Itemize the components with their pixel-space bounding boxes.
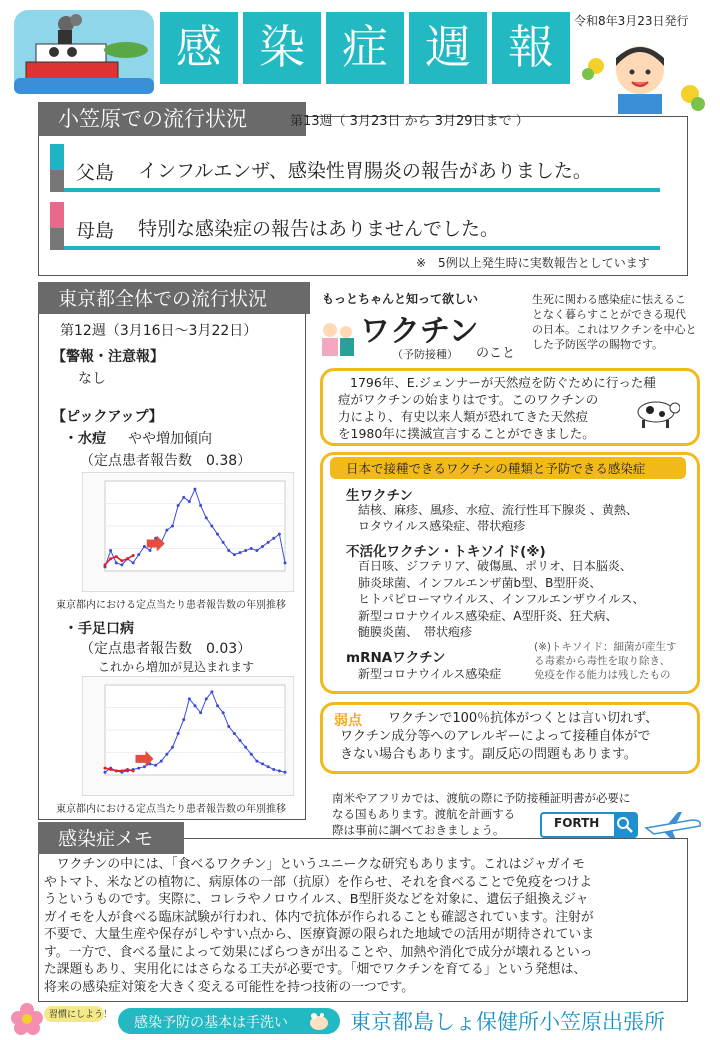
data-point	[239, 551, 242, 554]
hahajima-label: 母島	[76, 220, 115, 242]
data-point	[188, 500, 191, 503]
data-point	[188, 697, 191, 700]
chichijima-text: インフルエンザ、感染性胃腸炎の報告がありました。	[138, 160, 592, 182]
history-line: 1796年、E.ジェンナーが天然痘を防ぐために行った種	[350, 375, 656, 390]
data-point	[216, 704, 219, 707]
memo-line: やトマト、米などの植物に、病原体の一部（抗原）を作らせ、それを食べることで免疫をつけよ	[44, 874, 593, 890]
mrna-list: 新型コロナウイルス感染症	[358, 667, 502, 681]
data-point	[132, 561, 135, 564]
memo-line: 将来の感染症対策を大きく変える可能性を持つ技術の一つです。	[44, 979, 415, 995]
weakness-label: 弱点	[334, 713, 362, 729]
weakness-line: ワクチン成分等へのアレルギーによって接種自体がで	[340, 729, 651, 744]
item2-trend: これから増加が見込まれます	[98, 660, 255, 674]
ogasawara-frame	[38, 116, 688, 276]
alert-heading: 【警報・注意報】	[52, 349, 164, 365]
issue-date: 令和8年3月23日発行	[574, 14, 689, 28]
injection-icon	[318, 318, 358, 358]
data-point	[278, 533, 281, 536]
inactivated-list-line: 新型コロナウイルス感染症、A型肝炎、狂犬病、	[358, 608, 618, 623]
live-list-line: ロタウイルス感染症、帯状疱疹	[358, 519, 526, 533]
data-point	[233, 553, 236, 556]
toxoid-note-line: る毒素から毒性を取り除き、	[534, 655, 671, 667]
slogan-pill	[118, 1008, 340, 1034]
data-point	[171, 746, 174, 749]
data-point	[120, 559, 123, 562]
data-point	[165, 753, 168, 756]
memo-line: す。一方で、食べる量によって効果にばらつきが出ることや、加熱や消化で成分が壊れるといっ	[44, 944, 593, 960]
side-note-line: の日本。これはワクチンを中心と	[532, 323, 697, 336]
data-point	[284, 561, 287, 564]
item2-value: （定点患者報告数 0.03）	[80, 641, 252, 657]
inactivated-list-line: 髄膜炎菌、 帯状疱疹	[358, 625, 473, 639]
forth-search-label: FORTH	[554, 816, 600, 830]
data-point	[120, 769, 123, 772]
data-point	[278, 769, 281, 772]
ogasawara-heading: 小笠原での流行状況	[38, 102, 306, 136]
data-point	[104, 563, 107, 566]
live-heading: 生ワクチン	[346, 488, 413, 504]
data-point	[255, 549, 258, 552]
data-point	[261, 545, 264, 548]
chichijima-underline	[64, 188, 660, 192]
item1-trend: やや増加傾向	[128, 431, 212, 447]
data-point	[182, 718, 185, 721]
data-point	[227, 549, 230, 552]
ogasawara-week: 第13週（ 3月23日 から 3月29日まで ）	[290, 114, 529, 129]
memo-line: た課題もあり、実用化にはさらなる工夫が必要です。「畑でワクチンを育てる」という発想は、	[44, 962, 587, 977]
item1-caption: 東京都内における定点当たり患者報告数の年別推移	[56, 600, 286, 611]
weakness-line: きない場合もあります。副反応の問題もあります。	[340, 747, 637, 762]
data-point	[267, 541, 270, 544]
tokyo-week: 第12週（3月16日～3月22日）	[60, 323, 258, 339]
data-point	[115, 555, 118, 558]
data-point	[115, 769, 118, 772]
data-point	[160, 760, 163, 763]
data-point	[272, 768, 275, 771]
toxoid-note	[534, 640, 676, 682]
habit-badge	[44, 1006, 113, 1022]
inactivated-heading: 不活化ワクチン・トキソイド(※)	[346, 544, 546, 560]
live-list-line: 結核、麻疹、風疹、水痘、流行性耳下腺炎 、黄熱、	[358, 503, 638, 517]
data-point	[109, 768, 112, 771]
item1-name: ・水痘	[64, 431, 106, 447]
alert-value: なし	[78, 371, 106, 387]
data-point	[109, 549, 112, 552]
inactivated-list-line: 肺炎球菌、インフルエンザ菌b型、B型肝炎、	[358, 575, 602, 590]
side-note-line: となく暮らすことができる現代	[532, 308, 686, 321]
data-point	[132, 554, 135, 557]
vaccine-title: ワクチン	[360, 314, 479, 349]
history-line: を1980年に撲滅宣言することができました。	[338, 426, 595, 441]
chichijima-marker	[50, 144, 64, 170]
toxoid-note-line: 免疫を作る能力は残したもの	[534, 669, 671, 681]
memo-heading: 感染症メモ	[38, 822, 184, 854]
data-point	[205, 516, 208, 519]
side-note-line: 生死に関わる感染症に怯えるこ	[532, 293, 686, 306]
data-point	[194, 488, 197, 491]
data-point	[126, 768, 129, 771]
data-point	[120, 563, 123, 566]
data-point	[267, 765, 270, 768]
memo-line: うというものです。実際に、コレラやノロウイルス、B型肝炎などを対象に、遺伝子組換えジャ	[44, 892, 589, 907]
memo-text	[44, 856, 594, 996]
data-point	[210, 690, 213, 693]
hahajima-marker	[50, 202, 64, 228]
memo-line: ワクチンの中には、「食べるワクチン」というユニークな研究もあります。これはジャガイモ	[44, 857, 585, 872]
data-point	[177, 732, 180, 735]
travel-note-line: 際は事前に調べておきましょう。	[332, 823, 505, 837]
hand-wash-icon	[308, 1011, 330, 1031]
data-point	[250, 753, 253, 756]
vaccine-lead: もっとちゃんと知って欲しい	[322, 292, 479, 306]
forth-search-box[interactable]	[540, 812, 638, 838]
data-point	[250, 547, 253, 550]
data-point	[109, 557, 112, 560]
data-point	[137, 767, 140, 770]
side-note-line: した予防医学の賜物です。	[532, 338, 664, 351]
data-point	[255, 760, 258, 763]
title-char-4: 週	[409, 12, 487, 84]
inactivated-list	[358, 558, 645, 641]
data-point	[182, 496, 185, 499]
data-point	[194, 704, 197, 707]
weakness-text	[340, 710, 658, 764]
data-point	[154, 764, 157, 767]
hahajima-marker-base	[50, 228, 64, 250]
item2-name: ・手足口病	[64, 621, 134, 637]
habit-badge-text: 習慣にしよう！	[49, 1010, 113, 1020]
vaccine-suffix: のこと	[476, 346, 516, 361]
data-point	[272, 537, 275, 540]
memo-line: 不要で、大量生産や保存がしやすい点から、医療資源の限られた地域での活用が期待されていま	[44, 927, 595, 942]
data-point	[154, 537, 157, 540]
inactivated-list-line: ヒトパピローマウイルス、インフルエンザウイルス、	[358, 592, 645, 606]
item2-caption: 東京都内における定点当たり患者報告数の年別推移	[56, 804, 286, 815]
history-line: 力により、有史以来人類が恐れてきた天然痘	[338, 409, 589, 424]
data-point	[171, 525, 174, 528]
hahajima-text: 特別な感染症の報告はありませんでした。	[138, 218, 500, 240]
search-icon[interactable]	[614, 814, 636, 836]
flower-icon	[10, 1002, 44, 1036]
inactivated-list-line: 百日咳、ジフテリア、破傷風、ポリオ、日本脳炎、	[358, 559, 632, 573]
travel-note-line: 南米やアフリカでは、渡航の際に予防接種証明書が必要に	[332, 791, 631, 805]
data-point	[244, 746, 247, 749]
cow-icon	[634, 398, 680, 428]
title-char-5: 報	[492, 12, 570, 84]
vaccine-side-note	[532, 292, 696, 352]
data-point	[143, 765, 146, 768]
title-char-2: 染	[243, 12, 321, 84]
data-point	[137, 553, 140, 556]
live-list	[358, 502, 638, 534]
memo-line: ガイモを人が食べる臨床試験が行われ、体内で抗体が作られることも確認されています。注射が	[44, 909, 594, 925]
data-point	[149, 549, 152, 552]
data-point	[239, 739, 242, 742]
toxoid-note-line: (※)トキソイド：細菌が産生す	[534, 641, 677, 653]
data-point	[222, 541, 225, 544]
data-point	[104, 771, 107, 774]
data-point	[205, 697, 208, 700]
vaccine-subtitle: （予防接種）	[392, 348, 458, 361]
item1-value: （定点患者報告数 0.38）	[80, 453, 252, 469]
travel-note-line: なる国もあります。渡航を計画する	[332, 807, 516, 821]
history-text	[338, 374, 656, 442]
chichijima-marker-base	[50, 170, 64, 192]
report-note: ※ 5例以上発生時に実数報告としています	[416, 256, 650, 270]
chickenpox-chart	[82, 472, 294, 592]
chichijima-label: 父島	[76, 162, 115, 184]
data-point	[143, 545, 146, 548]
data-point	[210, 525, 213, 528]
data-point	[244, 549, 247, 552]
data-point	[216, 533, 219, 536]
data-point	[261, 762, 264, 765]
office-name: 東京都島しょ保健所小笠原出張所	[350, 1010, 665, 1034]
data-point	[199, 711, 202, 714]
boy-illustration	[578, 36, 708, 114]
ship-illustration	[14, 10, 154, 94]
data-point	[115, 561, 118, 564]
hahajima-underline	[64, 246, 660, 250]
mrna-heading: mRNAワクチン	[346, 650, 446, 666]
data-point	[222, 711, 225, 714]
data-point	[284, 771, 287, 774]
title-char-3: 症	[326, 12, 404, 84]
data-point	[199, 504, 202, 507]
tokyo-heading: 東京都全体での流行状況	[38, 282, 310, 314]
data-point	[104, 767, 107, 770]
history-line: 痘がワクチンの始まりはです。このワクチンの	[338, 392, 599, 407]
hfmd-chart	[82, 676, 294, 796]
pickup-heading: 【ピックアップ】	[52, 409, 163, 425]
airplane-icon	[642, 808, 704, 842]
data-point	[126, 557, 129, 560]
data-point	[132, 769, 135, 772]
data-point	[227, 725, 230, 728]
data-point	[165, 529, 168, 532]
weakness-line: ワクチンで100％抗体がつくとは言い切れず、	[388, 711, 659, 726]
types-heading: 日本で接種できるワクチンの種類と予防できる感染症	[346, 461, 646, 476]
slogan-text: 感染予防の基本は手洗い	[134, 1015, 288, 1031]
title-char-1: 感	[160, 12, 238, 84]
data-point	[233, 732, 236, 735]
data-point	[177, 504, 180, 507]
